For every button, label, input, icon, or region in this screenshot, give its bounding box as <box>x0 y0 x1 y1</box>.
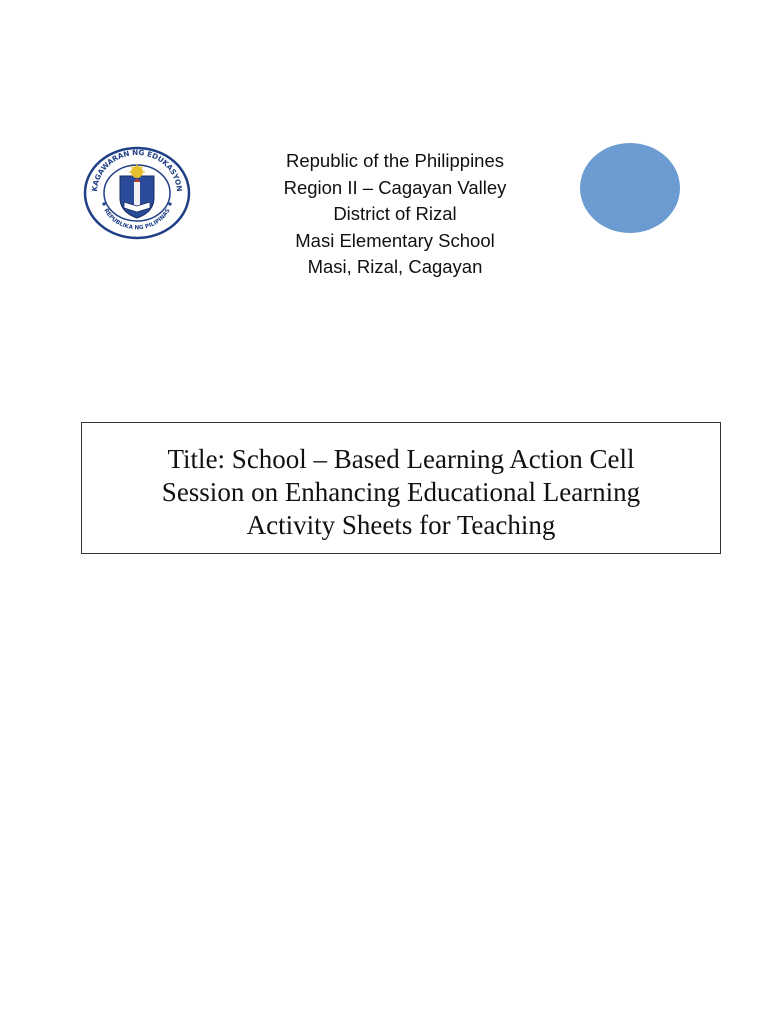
title-line-1: Title: School – Based Learning Action Cell <box>167 444 635 474</box>
seal-bottom-text: REPUBLIKA NG PILIPINAS <box>102 207 172 232</box>
school-header <box>244 148 546 281</box>
title-line-3: Activity Sheets for Teaching <box>246 510 556 540</box>
header-school-name: Masi Elementary School <box>295 229 495 251</box>
seal-top-text: KAGAWARAN NG EDUKASYON <box>89 147 185 192</box>
school-logo-placeholder <box>580 143 680 233</box>
document-title <box>82 443 720 542</box>
header-republic: Republic of the Philippines <box>285 150 505 171</box>
title-line-2: Session on Enhancing Educational Learning <box>161 477 641 507</box>
header-district: District of Rizal <box>333 203 457 225</box>
deped-seal-logo <box>82 146 192 241</box>
title-box <box>81 422 721 554</box>
header-region: Region II – Cagayan Valley <box>283 176 507 198</box>
header-address: Masi, Rizal, Cagayan <box>307 256 483 278</box>
